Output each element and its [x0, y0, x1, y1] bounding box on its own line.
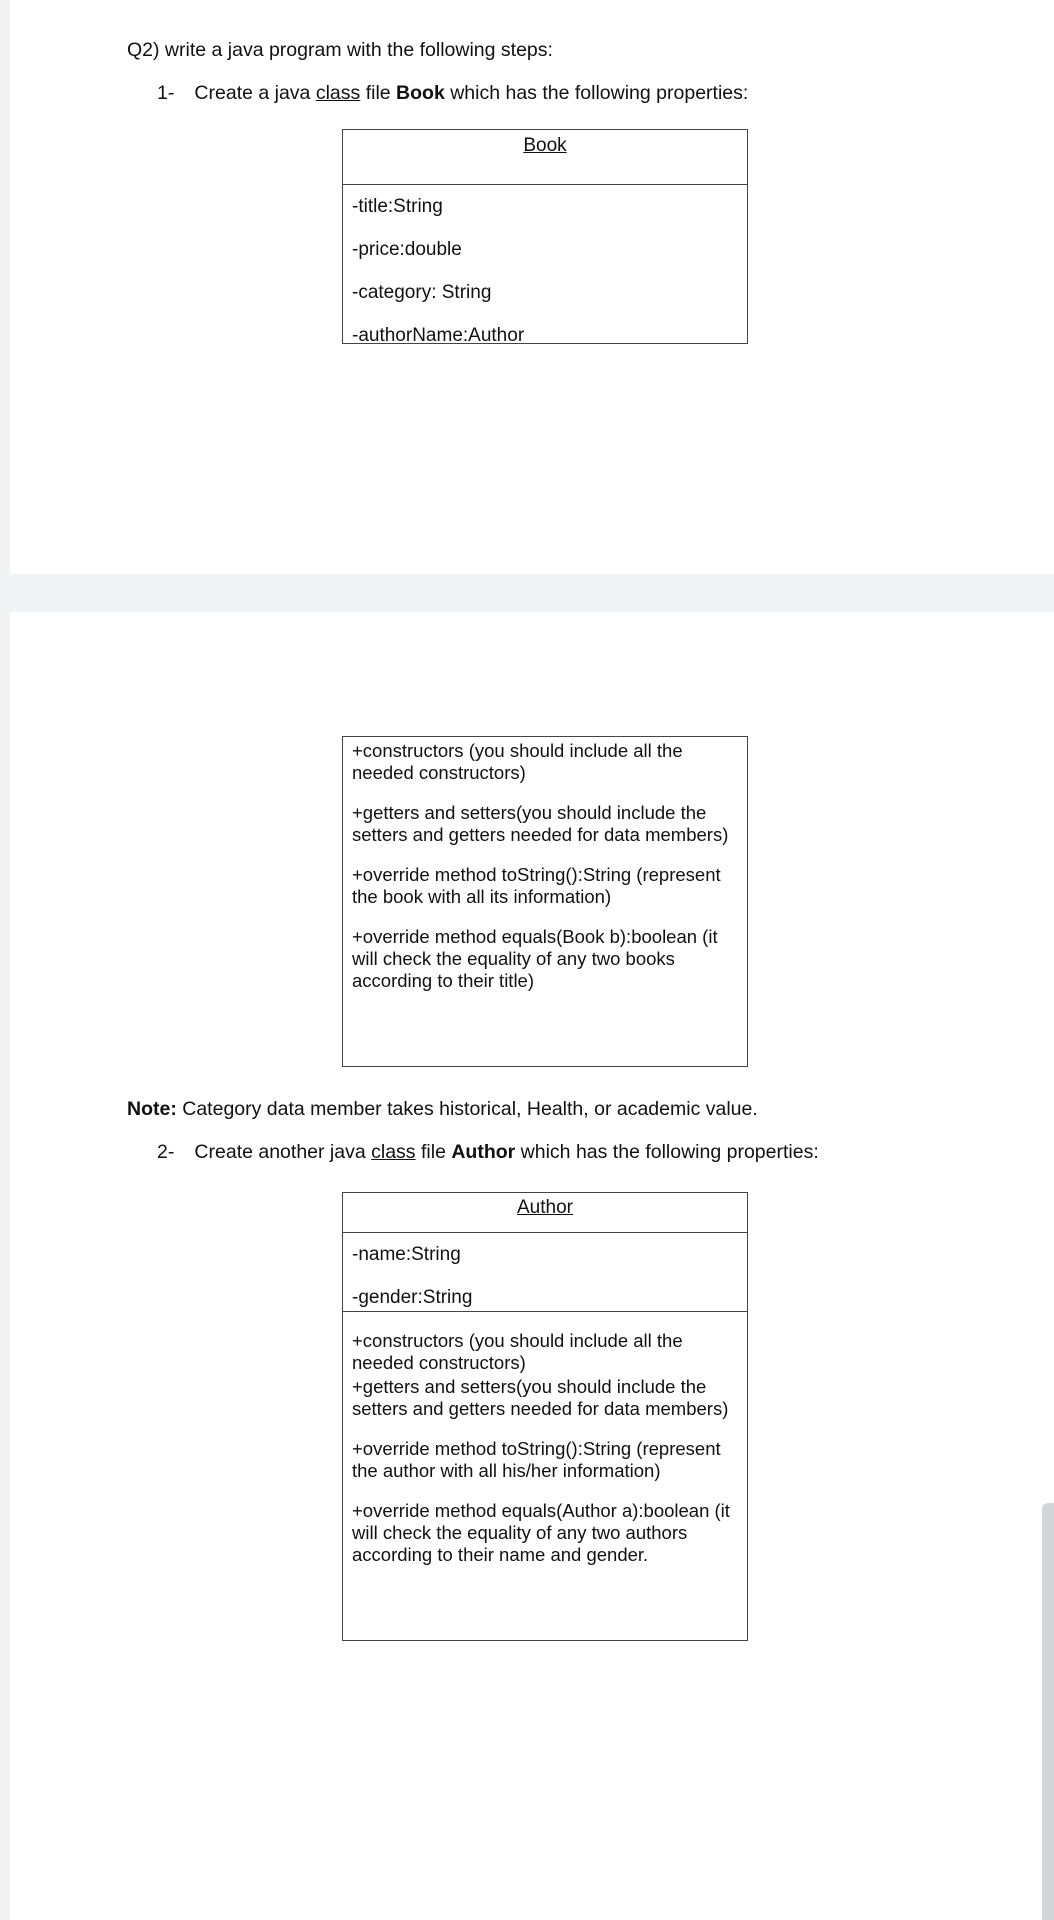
book-method-constructors: +constructors (you should include all the needed constructors)	[352, 740, 683, 783]
book-attr-category: -category: String	[352, 282, 492, 303]
category-note	[127, 1098, 758, 1121]
author-uml-class-name: Author	[343, 1193, 747, 1233]
book-method-equals: +override method equals(Book b):boolean (it will check the equality of any two books according to their title)	[352, 926, 718, 991]
step-2	[157, 1141, 819, 1164]
step-1-text-post: which has the following properties:	[450, 82, 749, 104]
question-title: Q2) write a java program with the following steps:	[127, 39, 553, 61]
book-uml-attributes-box	[342, 129, 748, 344]
step-1-text-pre: Create a java	[194, 82, 311, 104]
note-text: Category data member takes historical, Health, or academic value.	[182, 1098, 758, 1120]
book-attr-title: -title:String	[352, 196, 443, 217]
book-method-tostring: +override method toString():String (represent the book with all its information)	[352, 864, 721, 907]
step-2-class-name: Author	[451, 1141, 516, 1163]
author-attr-gender: -gender:String	[352, 1287, 473, 1308]
step-1-text-mid: file	[365, 82, 391, 104]
scrollbar-thumb[interactable]	[1042, 1503, 1054, 1920]
author-method-tostring: +override method toString():String (represent the author with all his/her information)	[352, 1438, 721, 1481]
author-method-constructors: +constructors (you should include all the needed constructors)	[352, 1330, 683, 1373]
step-2-number: 2-	[157, 1141, 175, 1163]
book-uml-method-list	[343, 740, 747, 992]
step-2-text-mid: file	[420, 1141, 446, 1163]
book-attr-author-name: -authorName:Author	[352, 325, 525, 346]
book-uml-attribute-list	[343, 185, 747, 357]
step-1	[157, 82, 748, 105]
step-2-class-link: class	[371, 1141, 416, 1163]
book-uml-class-name: Book	[343, 130, 747, 185]
book-attr-price: -price:double	[352, 239, 462, 260]
note-label: Note:	[127, 1098, 177, 1120]
author-uml-attribute-list	[343, 1233, 747, 1312]
book-uml-methods-box	[342, 736, 748, 1067]
step-2-text-pre: Create another java	[194, 1141, 366, 1163]
author-uml-method-list	[343, 1312, 747, 1566]
document-page-1	[10, 0, 1054, 574]
step-1-class-name: Book	[396, 82, 445, 104]
book-method-getters-setters: +getters and setters(you should include the setters and getters needed for data members)	[352, 802, 729, 845]
author-method-getters-setters: +getters and setters(you should include the setters and getters needed for data members)	[352, 1376, 729, 1419]
step-1-number: 1-	[157, 82, 175, 104]
author-uml-box	[342, 1192, 748, 1641]
step-1-class-link: class	[315, 82, 361, 104]
author-method-equals: +override method equals(Author a):boolean (it will check the equality of any two authors according to their name and gender.	[352, 1500, 730, 1565]
step-2-text-post: which has the following properties:	[520, 1141, 819, 1163]
author-attr-name: -name:String	[352, 1244, 461, 1265]
